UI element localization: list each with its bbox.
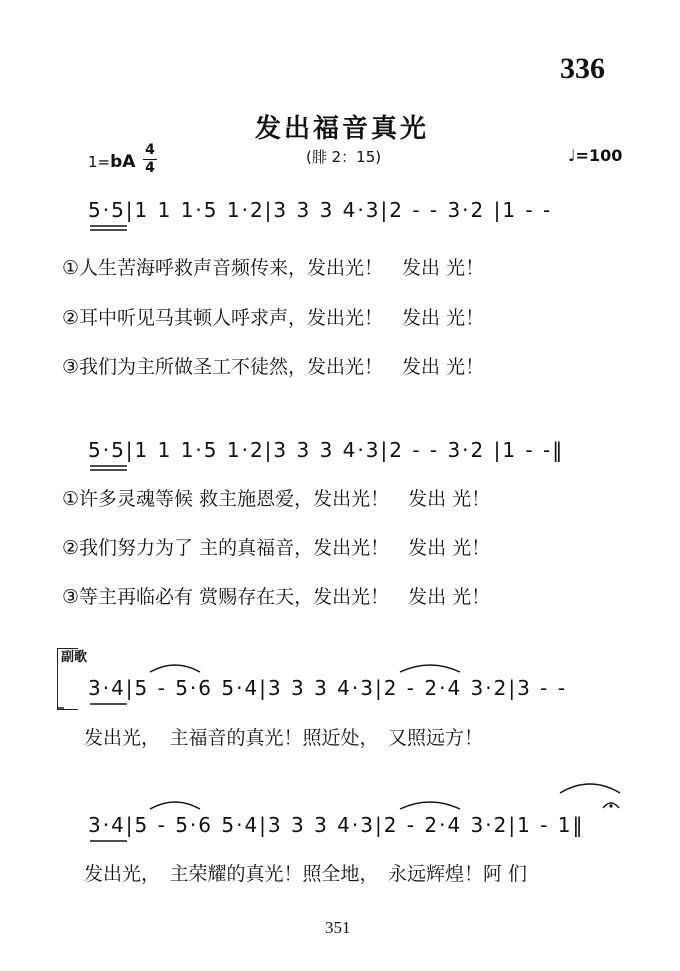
chorus-notation-line-2: 3·4|5 - 5·6 5·4|3 3 3 4·3|2 - 2·4 3·2|1 - 1‖	[88, 813, 585, 837]
tie-arcs	[150, 665, 620, 809]
chorus-label: 副歌	[57, 648, 78, 710]
chorus-lyric-line-2: 发出光， 主荣耀的真光！照全地， 永远辉煌！阿 们	[84, 863, 528, 885]
lyric-line-2-3: ③等主再临必有 赏赐存在天，发出光！ 发出 光！	[62, 586, 491, 608]
lyric-line-2-2: ②我们努力为了 主的真福音，发出光！ 发出 光！	[62, 537, 491, 559]
beam-lines	[90, 226, 127, 841]
tempo-marking: ♩=100	[568, 146, 623, 165]
lyric-line-1-3: ③我们为主所做圣工不徒然，发出光！ 发出 光！	[62, 356, 485, 378]
key-flat: b	[110, 152, 123, 172]
lyric-line-1-2: ②耳中听见马其顿人呼求声，发出光！ 发出 光！	[62, 307, 485, 329]
notation-line-2: 5·5|1 1 1·5 1·2|3 3 3 4·3|2 - - 3·2 |1 - -‖	[88, 438, 565, 462]
page-number: 351	[325, 918, 351, 937]
time-signature-bottom: 4	[143, 159, 157, 177]
key-note: A	[122, 152, 136, 172]
lyric-line-2-1: ①许多灵魂等候 救主施恩爱，发出光！ 发出 光！	[62, 488, 491, 510]
hymn-number: 336	[560, 52, 605, 85]
chorus-lyric-line-1: 发出光， 主福音的真光！照近处， 又照远方！	[84, 727, 484, 749]
time-signature-top: 4	[145, 142, 155, 158]
hymn-title: 发出福音真光	[255, 114, 430, 144]
lyric-line-1-1: ①人生苦海呼救声音频传来，发出光！ 发出 光！	[62, 257, 485, 279]
fermata-mark	[603, 803, 619, 808]
notation-line-1: 5·5|1 1 1·5 1·2|3 3 3 4·3|2 - - 3·2 |1 - -	[88, 198, 553, 222]
chorus-notation-line-1: 3·4|5 - 5·6 5·4|3 3 3 4·3|2 - 2·4 3·2|3 - -	[88, 676, 567, 700]
key-prefix: 1=	[88, 153, 111, 171]
scripture-reference: (腓 2：15)	[306, 148, 382, 166]
